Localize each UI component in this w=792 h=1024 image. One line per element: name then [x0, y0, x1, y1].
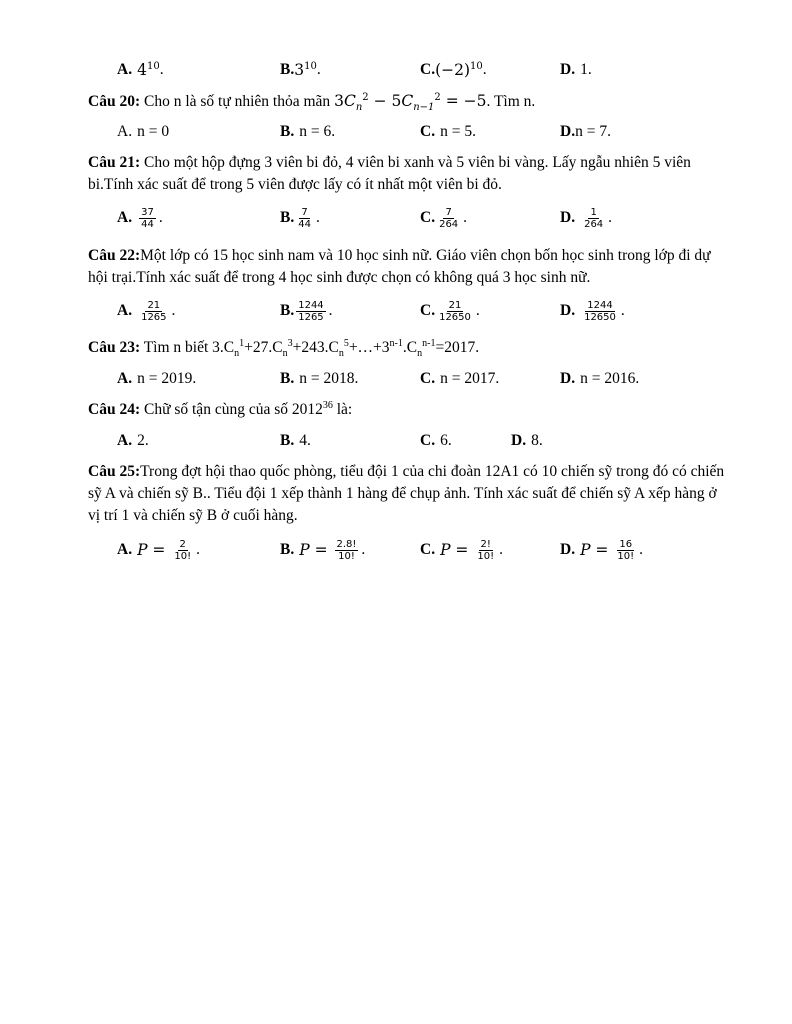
question-23: Câu 23: Tìm n biết $3.C_n^1+27.C_n^3+243.C_n^5+\dots+3^{n-1}.C_n^{n-1}=2017$.: [88, 337, 480, 360]
question-21-number: Câu 21:: [88, 154, 141, 171]
q19-options: [0, 55, 792, 85]
q20-options: [0, 117, 792, 147]
q22-option-b: B. $\frac{1244}{1265}$ .: [280, 299, 333, 323]
q24-option-c: C. 6.: [420, 432, 452, 449]
question-21: Câu 21: Cho một hộp đựng 3 viên bi đỏ, 4 viên bi xanh và 5 viên bi vàng. Lấy ngẫu nhiên 5 viên bi.Tính xác suất để trong 5 viên được lấy có ít nhất một viên bi đỏ.: [88, 154, 691, 193]
q25-option-b: B. P = $\frac{2.8!}{10!}$ .: [280, 538, 366, 562]
q25-option-d: D. P = $\frac{16}{10!}$ .: [560, 538, 643, 562]
fraction: $\frac{2!}{10!}$: [477, 538, 495, 562]
fraction: $\frac{21}{1265}$: [141, 299, 167, 323]
q19-option-c: C. $(-2)^{10}$ .: [420, 60, 487, 79]
q25-option-a: A. P = $\frac{2}{10!}$ .: [117, 538, 200, 562]
q25-option-c: C. P = $\frac{2!}{10!}$ .: [420, 538, 503, 562]
question-25: Câu 25:Trong đợt hội thao quốc phòng, tiểu đội 1 của chi đoàn 12A1 có 10 chiến sỹ trong đó có chiến sỹ A và chiến sỹ B.. Tiểu đội 1 xếp thành 1 hàng để chụp ảnh. Tính xác suất để chiến sỹ A xếp hàng ở vị trí 1 và chiến sỹ B ở cuối hàng.: [88, 463, 725, 524]
fraction: $\frac{1244}{12650}$: [584, 299, 616, 323]
q24-option-a: A. 2.: [117, 432, 149, 449]
q24-option-b: B. 4.: [280, 432, 311, 449]
q20-option-c: C. n = 5.: [420, 123, 476, 140]
fraction: $\frac{1}{264}$: [584, 206, 604, 230]
q23-options: [0, 364, 792, 394]
q19-option-a: A. $4^{10}$ .: [117, 60, 164, 79]
question-20-number: Câu 20:: [88, 93, 141, 110]
q23-option-b: B. n = 2018.: [280, 370, 359, 387]
question-24-number: Câu 24:: [88, 401, 141, 418]
q21-option-b: B. $\frac{7}{44}$ .: [280, 206, 320, 230]
fraction: $\frac{1244}{1265}$: [298, 299, 324, 323]
q22-options: [0, 296, 792, 326]
q21-option-c: C. $\frac{7}{264}$ .: [420, 206, 468, 230]
q20-option-d: D. n = 7.: [560, 123, 611, 140]
q19-option-b: B. $3^{10}$ .: [280, 60, 321, 79]
question-23-number: Câu 23:: [88, 339, 141, 356]
question-20: Câu 20: Cho n là số tự nhiên thỏa mãn $3C_n^2 - 5C_{n-1}^2 = -5$. Tìm n.: [88, 91, 536, 114]
question-20-equation: $3C_n^2 - 5C_{n-1}^2 = -5$: [334, 91, 487, 114]
q21-option-d: D. $\frac{1}{264}$ .: [560, 206, 613, 230]
fraction: $\frac{16}{10!}$: [617, 538, 635, 562]
fraction: $\frac{2.8!}{10!}$: [336, 538, 357, 562]
fraction: $\frac{21}{12650}$: [439, 299, 471, 323]
fraction: $\frac{7}{44}$: [298, 206, 311, 230]
q20-option-b: B. n = 6.: [280, 123, 336, 140]
q23-option-d: D. n = 2016.: [560, 370, 640, 387]
q22-option-a: A. $\frac{21}{1265}$ .: [117, 299, 176, 323]
question-22: Câu 22:Một lớp có 15 học sinh nam và 10 học sinh nữ. Giáo viên chọn bốn học sinh trong lớp đi dự hội trại.Tính xác suất để trong 4 học sinh được chọn có không quá 3 học sinh nữ.: [88, 247, 711, 286]
q22-option-c: C. $\frac{21}{12650}$ .: [420, 299, 480, 323]
question-22-number: Câu 22:: [88, 247, 141, 264]
q24-options: [0, 426, 792, 456]
q20-option-a: A. n = 0: [117, 123, 170, 140]
question-24: Câu 24: Chữ số tận cùng của số 2012$^{36}$ là:: [88, 399, 353, 418]
q24-option-d: D. 8.: [511, 432, 543, 449]
q21-options: [0, 203, 792, 233]
q23-option-a: A. n = 2019.: [117, 370, 197, 387]
q19-option-d: D. 1.: [560, 61, 592, 78]
q23-option-c: C. n = 2017.: [420, 370, 500, 387]
q21-option-a: A. $\frac{37}{44}$ .: [117, 206, 163, 230]
q22-option-d: D. $\frac{1244}{12650}$ .: [560, 299, 625, 323]
question-25-number: Câu 25:: [88, 463, 141, 480]
q25-options: [0, 535, 792, 565]
fraction: $\frac{37}{44}$: [141, 206, 154, 230]
fraction: $\frac{2}{10!}$: [174, 538, 192, 562]
fraction: $\frac{7}{264}$: [439, 206, 459, 230]
